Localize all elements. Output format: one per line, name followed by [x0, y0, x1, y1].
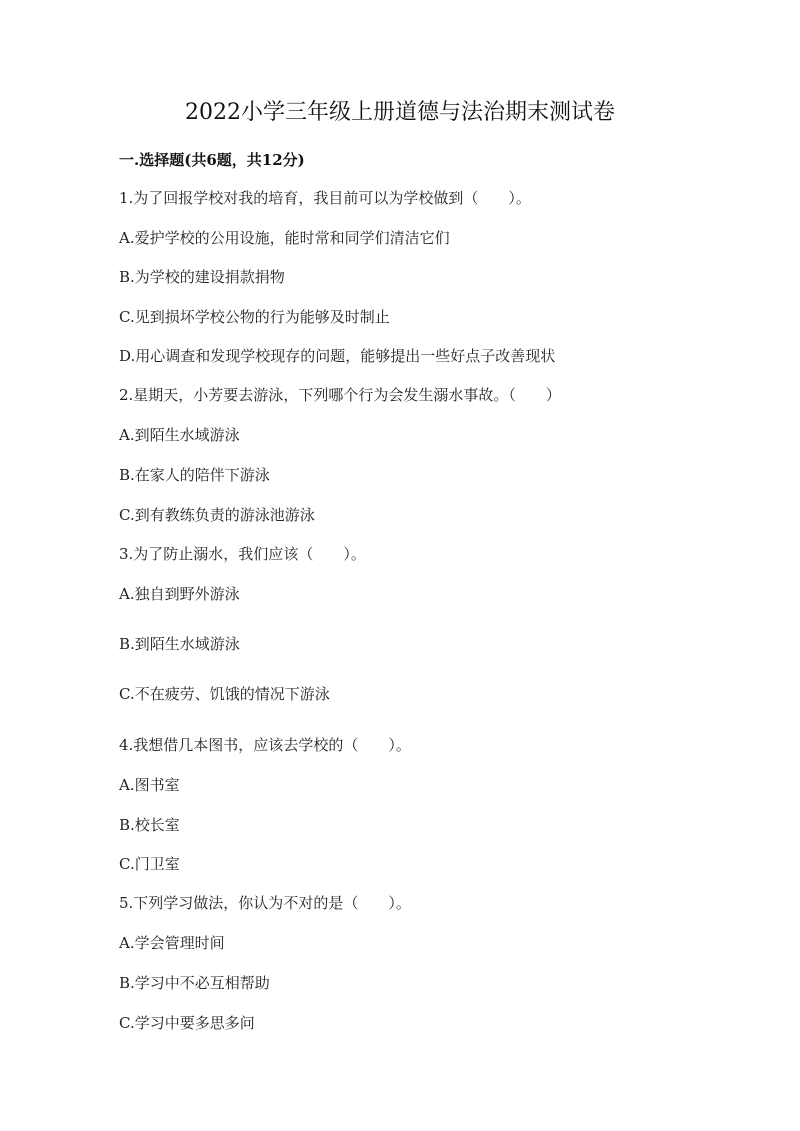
question-2-option-a: A.到陌生水域游泳	[119, 426, 240, 444]
question-1-option-c: C.见到损坏学校公物的行为能够及时制止	[119, 308, 390, 326]
question-3-stem: 3.为了防止溺水，我们应该（ ）。	[119, 545, 366, 563]
question-1-option-d: D.用心调查和发现学校现存的问题，能够提出一些好点子改善现状	[119, 347, 556, 365]
section-heading: 一.选择题(共6题，共12分)	[119, 151, 305, 169]
exam-title: 2022小学三年级上册道德与法治期末测试卷	[185, 100, 615, 125]
question-4-stem: 4.我想借几本图书，应该去学校的（ ）。	[119, 736, 411, 754]
question-5-stem: 5.下列学习做法，你认为不对的是（ ）。	[119, 894, 411, 912]
question-3-option-a: A.独自到野外游泳	[119, 585, 240, 603]
question-1-option-b: B.为学校的建设捐款捐物	[119, 268, 285, 286]
question-1-stem: 1.为了回报学校对我的培育，我目前可以为学校做到（ ）。	[119, 189, 531, 207]
question-1-option-a: A.爱护学校的公用设施，能时常和同学们清洁它们	[119, 229, 450, 247]
question-5-option-b: B.学习中不必互相帮助	[119, 974, 270, 992]
question-4-option-a: A.图书室	[119, 776, 180, 794]
question-3-option-b: B.到陌生水域游泳	[119, 635, 240, 653]
question-2-option-c: C.到有教练负责的游泳池游泳	[119, 506, 315, 524]
question-2-stem: 2.星期天，小芳要去游泳，下列哪个行为会发生溺水事故。（ ）	[119, 386, 561, 404]
question-5-option-a: A.学会管理时间	[119, 934, 225, 952]
question-4-option-b: B.校长室	[119, 816, 180, 834]
question-2-option-b: B.在家人的陪伴下游泳	[119, 466, 270, 484]
question-3-option-c: C.不在疲劳、饥饿的情况下游泳	[119, 685, 330, 703]
question-4-option-c: C.门卫室	[119, 855, 180, 873]
question-5-option-c: C.学习中要多思多问	[119, 1014, 255, 1032]
